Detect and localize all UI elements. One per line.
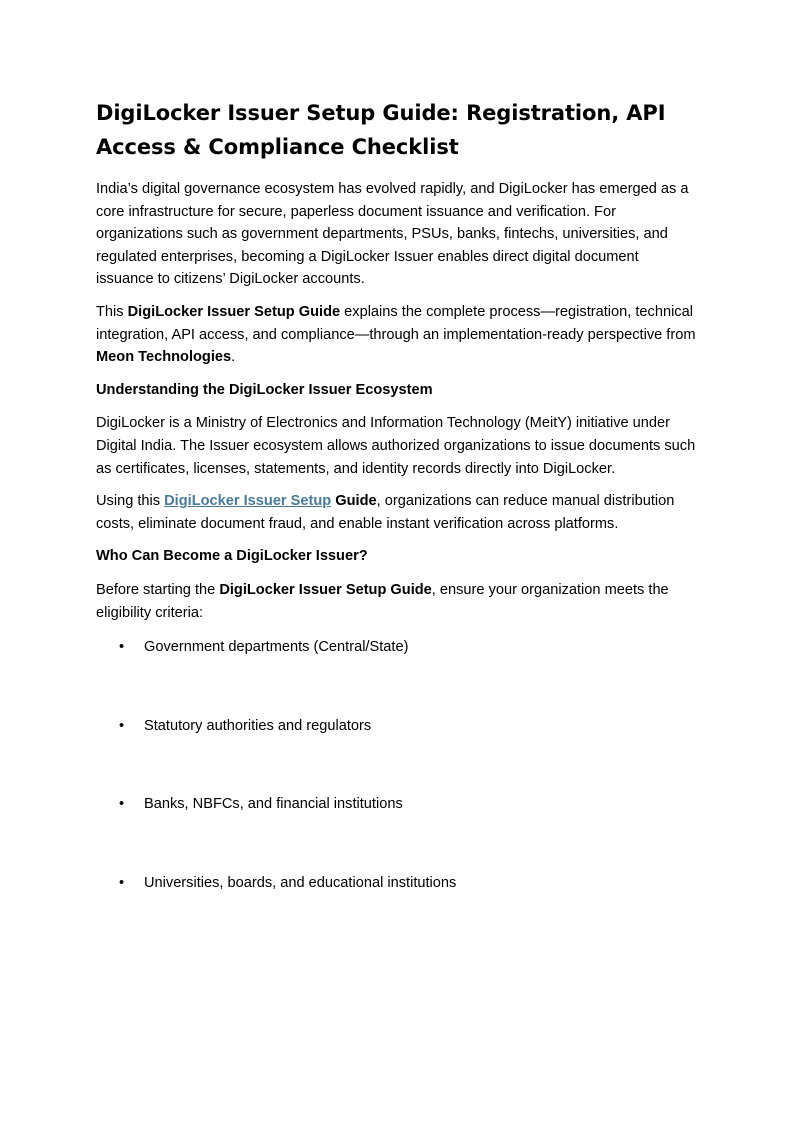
- list-item-text: Banks, NBFCs, and financial institutions: [144, 796, 403, 813]
- section-heading-eligibility: Who Can Become a DigiLocker Issuer?: [96, 548, 368, 565]
- document-page: [96, 96, 696, 950]
- list-item: [96, 793, 696, 872]
- overview-bold-company: Meon Technologies: [96, 349, 232, 366]
- bullet-icon: •: [119, 874, 125, 891]
- issuer-setup-link[interactable]: DigiLocker Issuer Setup: [164, 493, 332, 510]
- list-item: [96, 872, 696, 951]
- list-item-text: Statutory authorities and regulators: [144, 717, 372, 734]
- list-item-text: Government departments (Central/State): [144, 639, 409, 656]
- list-item: [96, 636, 696, 715]
- overview-text-1: This: [96, 303, 128, 320]
- benefits-paragraph: [96, 490, 696, 535]
- eligibility-list: [96, 636, 696, 950]
- overview-text-3: .: [231, 349, 236, 366]
- bullet-icon: •: [119, 717, 125, 734]
- ecosystem-paragraph: DigiLocker is a Ministry of Electronics and Information Technology (MeitY) initiative under Digital India. The Issuer ecosystem allows authorized organizations to issue documents such as certificates, licenses, statements, and identity records directly into DigiLocker.: [96, 415, 696, 477]
- intro-paragraph: India’s digital governance ecosystem has evolved rapidly, and DigiLocker has emerged as a core infrastructure for secure, paperless document issuance and verification. For organizations such as government departments, PSUs, banks, fintechs, universities, and regulated enterprises, becoming a DigiLocker Issuer enables direct digital document issuance to citizens’ DigiLocker accounts.: [96, 181, 689, 288]
- list-item: [96, 715, 696, 794]
- bullet-icon: •: [119, 796, 125, 813]
- overview-bold-guide: DigiLocker Issuer Setup Guide: [127, 303, 341, 320]
- list-item-text: Universities, boards, and educational institutions: [144, 874, 457, 891]
- eligibility-text-2: , ensure your organization meets the eligibility criteria:: [96, 581, 669, 621]
- section-heading-ecosystem: Understanding the DigiLocker Issuer Ecosystem: [96, 381, 433, 398]
- overview-text-2: explains the complete process—registration, technical integration, API access, and compliance—through an implementation-ready perspective from: [96, 303, 696, 343]
- benefits-bold-guide: Guide: [331, 493, 377, 510]
- eligibility-paragraph: [96, 579, 696, 624]
- guide-overview-paragraph: [96, 301, 696, 369]
- eligibility-text-1: Before starting the: [96, 581, 220, 598]
- benefits-text-1: Using this: [96, 493, 165, 510]
- benefits-text-2: , organizations can reduce manual distribution costs, eliminate document fraud, and enable instant verification across platforms.: [96, 493, 675, 532]
- document-title: DigiLocker Issuer Setup Guide: Registration, API Access & Compliance Checklist: [96, 101, 666, 159]
- bullet-icon: •: [119, 639, 125, 656]
- eligibility-bold-guide: DigiLocker Issuer Setup Guide: [219, 581, 432, 598]
